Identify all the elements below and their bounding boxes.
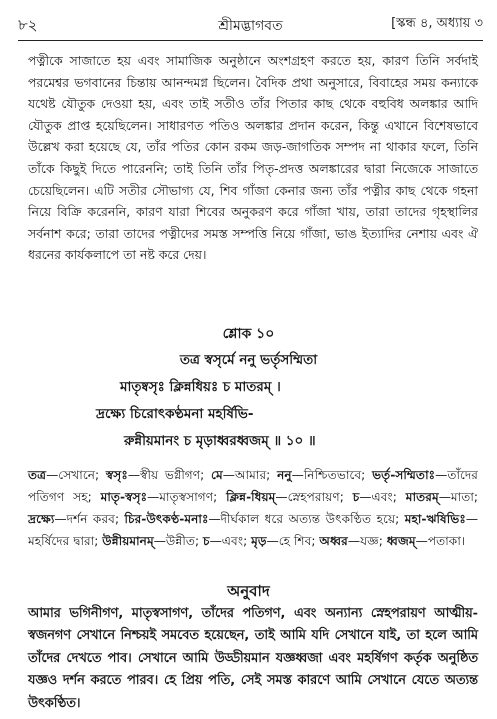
synonym-term: ভর্তৃ-সম্মিতাঃ: [372, 468, 436, 482]
synonym-meaning: যজ্ঞ;: [360, 534, 383, 548]
synonym-term: মৃড়: [251, 534, 267, 548]
synonym-term: স্বসৃঃ: [105, 468, 128, 482]
synonym-term: উন্নীয়মানম্‌: [102, 534, 154, 548]
synonym-meaning: মহর্ষিদের দ্বারা;: [28, 534, 99, 548]
synonym-meaning: সেখানে;: [58, 468, 100, 482]
synonym-meaning: দীর্ঘকাল ধরে অত্যন্ত উৎকণ্ঠিত হয়ে;: [220, 512, 400, 526]
page-header: [18, 14, 483, 40]
book-title: শ্রীমদ্ভাগবত: [218, 18, 283, 34]
header-divider: [18, 40, 483, 41]
synonym-meaning: স্বীয় ভগ্নীগণ;: [140, 468, 205, 482]
synonym-meaning: মাতৃস্বসাগণ;: [159, 490, 218, 504]
synonym-meaning: দর্শন করব;: [66, 512, 120, 526]
synonym-term: মহা-ঋষিভিঃ: [404, 512, 466, 526]
synonym-meaning: এবং;: [221, 534, 248, 548]
translation-heading: অনুবাদ: [227, 582, 270, 600]
synonym-term: চ: [203, 534, 210, 548]
synonym-term: তত্র: [28, 468, 47, 482]
synonym-term: মাতরম্‌: [405, 490, 439, 504]
synonym-term: দ্রক্ষ্যে: [28, 512, 55, 526]
synonym-meaning: পতাকা।: [427, 534, 466, 548]
verse-line-2: মাতৃষ্বসৃঃ ক্লিন্নধিয়ঃ চ মাতরম্‌ ।: [120, 379, 281, 395]
section-reference: [স্কন্ধ ৪, অধ্যায় ৩: [391, 16, 483, 31]
synonyms-paragraph: তত্র—সেখানে; স্বসৃঃ—স্বীয় ভগ্নীগণ; মে—আমার; ননু—নিশ্চিতভাবে; ভর্তৃ-সম্মিতাঃ—তাঁদের পতিগণ সহ; মাতৃ-স্বসৃঃ—মাতৃস্বসাগণ; ক্লিন্ন-ধিয়ম্‌—স্নেহপরায়ণ; চ—এবং; মাতরম্‌—মাতা; দ্রক্ষ্যে—দর্শন করব; চির-উৎকণ্ঠ-মনাঃ—দীর্ঘকাল ধরে অত্যন্ত উৎকণ্ঠিত হয়ে; মহা-ঋষিভিঃ—মহর্ষিদের দ্বারা; উন্নীয়মানম্‌—উন্নীত; চ—এবং; মৃড়—হে শিব; অধ্বর—যজ্ঞ; ধ্বজম্‌—পতাকা।: [28, 468, 479, 548]
synonym-meaning: মাতা;: [450, 490, 478, 504]
synonym-term: ক্লিন্ন-ধিয়ম্‌: [226, 490, 276, 504]
synonym-meaning: হে শিব;: [278, 534, 316, 548]
page-number: ৮২: [18, 16, 38, 34]
synonym-term: চির-উৎকণ্ঠ-মনাঃ: [124, 512, 209, 526]
synonym-term: মে: [211, 468, 223, 482]
verse-line-4: রুন্নীয়মানং চ মৃড়াধ্বরধ্বজম্‌ ॥ ১০ ॥: [124, 433, 316, 449]
synonym-term: ননু: [277, 468, 292, 482]
verse-heading: শ্লোক ১০: [222, 326, 275, 342]
verse-line-1: তত্র স্বসৃর্মে ননু ভর্তৃসম্মিতা: [179, 352, 318, 368]
synonym-term: অধ্বর: [319, 534, 348, 548]
synonym-meaning: উন্নীত;: [165, 534, 200, 548]
synonym-meaning: এবং;: [371, 490, 397, 504]
synonym-meaning: আমার;: [234, 468, 271, 482]
purport-paragraph: পত্নীকে সাজাতে হয় এবং সামাজিক অনুষ্ঠানে অংশগ্রহণ করতে হয়, কারণ তিনি সর্বদাই পরমেশ্বর ভগবানের চিন্তায় আনন্দমগ্ন ছিলেন। বৈদিক প্রথা অনুসারে, বিবাহের সময় কন্যাকে যথেষ্ট যৌতুক দেওয়া হয়, এবং তাই সতীও তাঁর পিতার কাছ থেকে বহুবিধ অলঙ্কার আদি যৌতুক প্রাপ্ত হয়েছিলেন। সাধারণত পতিও অলঙ্কার প্রদান করেন, কিন্তু এখানে বিশেষভাবে উল্লেখ করা হয়েছে যে, তাঁর পতির কোন রকম জড়-জাগতিক সম্পদ না থাকার ফলে, তিনি তাঁকে কিছুই দিতে পারেননি; তাই তিনি তাঁর পিতৃ-প্রদত্ত অলঙ্কারের দ্বারা নিজেকে সাজাতে চেয়েছিলেন। এটি সতীর সৌভাগ্য যে, শিব গাঁজা কেনার জন্য তাঁর পত্নীর কাছ থেকে গহনা নিয়ে বিক্রি করেননি, কারণ যারা শিবের অনুকরণ করে গাঁজা খায়, তারা তাদের গৃহস্থালির সর্বনাশ করে; তারা তাদের পত্নীদের সমস্ত সম্পত্তি নিয়ে গাঁজা, ভাঙ ইত্যাদির নেশায় এবং ঐ ধরনের কার্যকলাপে তা নষ্ট করে দেয়।: [28, 53, 478, 263]
synonym-term: ধ্বজম্‌: [386, 534, 416, 548]
synonym-term: চ: [352, 490, 360, 504]
synonym-meaning: স্নেহপরায়ণ;: [287, 490, 344, 504]
synonym-term: মাতৃ-স্বসৃঃ: [100, 490, 148, 504]
translation-paragraph: আমার ভগিনীগণ, মাতৃস্বসাগণ, তাঁদের পতিগণ, এবং অন্যান্য স্নেহপরায়ণ আত্মীয়-স্বজনগণ সেখানে নিশ্চয়ই সমবেত হয়েছেন, তাই আমি যদি সেখানে যাই, তা হলে আমি তাঁদের দেখতে পাব। সেখানে আমি উড্ডীয়মান যজ্ঞধ্বজা এবং মহর্ষিগণ কর্তৃক অনুষ্ঠিত যজ্ঞও দর্শন করতে পারব। হে প্রিয় পতি, সেই সমস্ত কারণে আমি সেখানে যেতে অত্যন্ত উৎকণ্ঠিত।: [28, 606, 478, 711]
synonym-meaning: নিশ্চিতভাবে;: [303, 468, 366, 482]
verse-line-3: দ্রক্ষ্যে চিরোৎকণ্ঠমনা মহর্ষিভি-: [96, 406, 254, 422]
synonym-meaning: তাঁদের পতিগণ সহ;: [28, 468, 478, 504]
